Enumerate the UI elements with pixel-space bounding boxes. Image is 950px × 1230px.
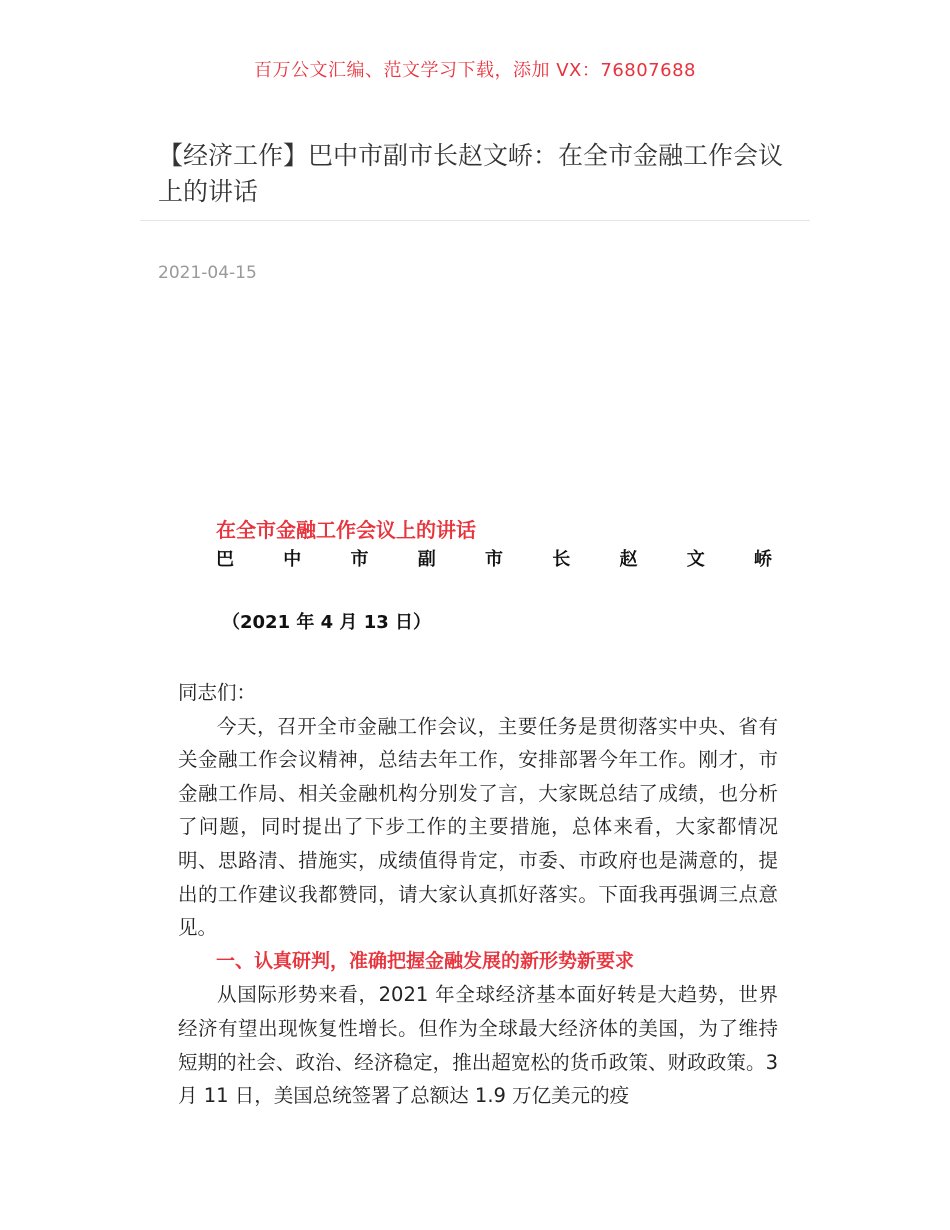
speaker-char: 文 <box>686 549 705 570</box>
speaker-char: 市 <box>485 549 503 570</box>
salutation: 同志们： <box>178 681 257 704</box>
section-heading: 一、认真研判，准确把握金融发展的新形势新要求 <box>216 949 635 972</box>
article-title: 【经济工作】巴中市副市长赵文峤：在全市金融工作会议上的讲话 <box>158 141 784 206</box>
promo-banner: 百万公文汇编、范文学习下载，添加 VX：76807688 <box>254 60 696 81</box>
speaker-char: 长 <box>552 549 571 570</box>
title-divider <box>140 220 810 221</box>
speech-title: 在全市金融工作会议上的讲话 <box>216 518 476 542</box>
speaker-char: 赵 <box>619 549 638 570</box>
publish-date: 2021-04-15 <box>158 263 257 283</box>
speaker-char: 峤 <box>754 549 772 570</box>
speaker-char: 市 <box>350 549 369 570</box>
paragraph: 从国际形势来看，2021 年全球经济基本面好转是大趋势，世界经济有望出现恢复性增长。但作为全球最大经济体的美国，为了维持短期的社会、政治、经济稳定，推出超宽松的货币政策、财政政策。3 月 11 日，美国总统签署了总额达 1.9 万亿美元的疫 <box>178 983 778 1108</box>
speaker-line <box>216 545 772 571</box>
speaker-char: 巴 <box>216 549 234 570</box>
speaker-char: 中 <box>283 549 302 570</box>
paragraph: 今天，召开全市金融工作会议，主要任务是贯彻落实中央、省有关金融工作会议精神，总结去年工作，安排部署今年工作。刚才，市金融工作局、相关金融机构分别发了言，大家既总结了成绩，也分析了问题，同时提出了下步工作的主要措施，总体来看，大家都情况明、思路清、措施实，成绩值得肯定，市委、市政府也是满意的，提出的工作建议我都赞同，请大家认真抓好落实。下面我再强调三点意见。 <box>178 714 778 940</box>
speech-date: （2021 年 4 月 13 日） <box>222 612 432 633</box>
speaker-char: 副 <box>417 549 436 570</box>
speech-body <box>178 676 778 1113</box>
